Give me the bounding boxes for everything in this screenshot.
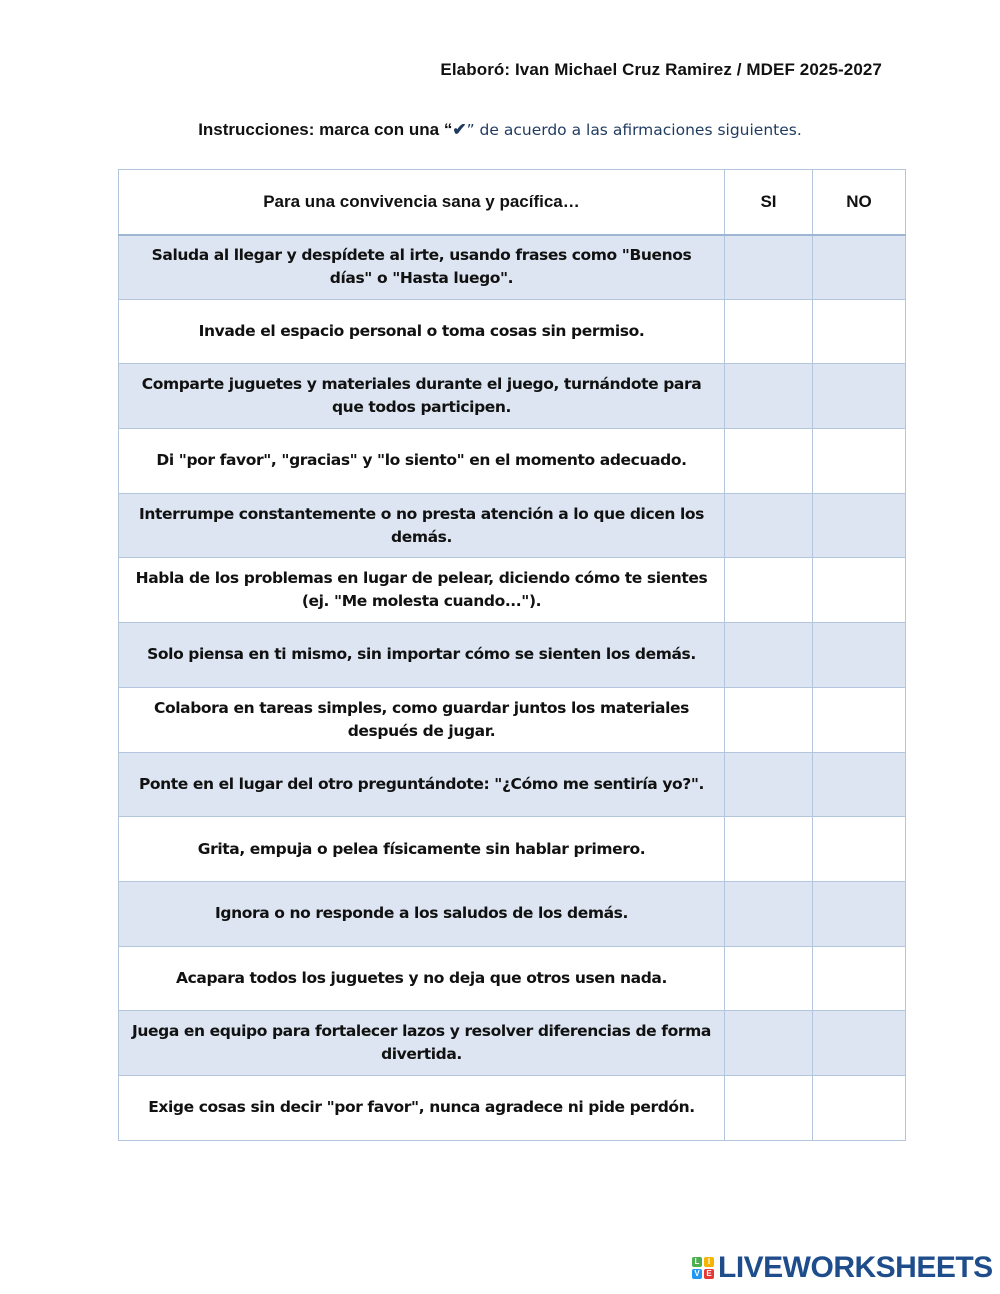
- statement-cell: Comparte juguetes y materiales durante el juego, turnándote para que todos participen.: [119, 364, 725, 429]
- statement-cell: Ignora o no responde a los saludos de los demás.: [119, 881, 725, 946]
- yes-checkbox-cell[interactable]: [725, 1075, 813, 1140]
- author-credit: Elaboró: Ivan Michael Cruz Ramirez / MDEF 2025-2027: [440, 60, 882, 79]
- table-row: [119, 1075, 906, 1140]
- liveworksheets-logo: [692, 1253, 993, 1283]
- no-checkbox-cell[interactable]: [813, 1011, 906, 1076]
- instructions-rest: ” de acuerdo a las afirmaciones siguientes.: [466, 121, 802, 139]
- no-checkbox-cell[interactable]: [813, 946, 906, 1011]
- column-header-statement: Para una convivencia sana y pacífica…: [119, 170, 725, 235]
- statement-cell: Habla de los problemas en lugar de pelear, diciendo cómo te sientes (ej. "Me molesta cuando...").: [119, 558, 725, 623]
- table-row: [119, 623, 906, 688]
- table-row: [119, 1011, 906, 1076]
- table-row: [119, 817, 906, 882]
- statement-cell: Grita, empuja o pelea físicamente sin hablar primero.: [119, 817, 725, 882]
- table-row: [119, 558, 906, 623]
- instructions: [0, 120, 1000, 140]
- statement-cell: Colabora en tareas simples, como guardar juntos los materiales después de jugar.: [119, 687, 725, 752]
- table-header-row: [119, 170, 906, 235]
- statement-cell: Invade el espacio personal o toma cosas sin permiso.: [119, 299, 725, 364]
- yes-checkbox-cell[interactable]: [725, 1011, 813, 1076]
- checklist-table: [118, 169, 906, 1141]
- yes-checkbox-cell[interactable]: [725, 299, 813, 364]
- no-checkbox-cell[interactable]: [813, 623, 906, 688]
- column-header-yes: SI: [725, 170, 813, 235]
- table-row: [119, 881, 906, 946]
- logo-block-i: I: [704, 1257, 714, 1267]
- table-row: [119, 493, 906, 558]
- yes-checkbox-cell[interactable]: [725, 623, 813, 688]
- logo-block-e: E: [704, 1269, 714, 1279]
- no-checkbox-cell[interactable]: [813, 429, 906, 494]
- statement-cell: Solo piensa en ti mismo, sin importar cómo se sienten los demás.: [119, 623, 725, 688]
- column-header-no: NO: [813, 170, 906, 235]
- no-checkbox-cell[interactable]: [813, 752, 906, 817]
- no-checkbox-cell[interactable]: [813, 493, 906, 558]
- yes-checkbox-cell[interactable]: [725, 429, 813, 494]
- no-checkbox-cell[interactable]: [813, 558, 906, 623]
- no-checkbox-cell[interactable]: [813, 299, 906, 364]
- no-checkbox-cell[interactable]: [813, 235, 906, 300]
- statement-cell: Interrumpe constantemente o no presta atención a lo que dicen los demás.: [119, 493, 725, 558]
- statement-cell: Acapara todos los juguetes y no deja que otros usen nada.: [119, 946, 725, 1011]
- statement-cell: Di "por favor", "gracias" y "lo siento" en el momento adecuado.: [119, 429, 725, 494]
- table-row: [119, 235, 906, 300]
- table-row: [119, 364, 906, 429]
- yes-checkbox-cell[interactable]: [725, 946, 813, 1011]
- yes-checkbox-cell[interactable]: [725, 881, 813, 946]
- table-row: [119, 429, 906, 494]
- no-checkbox-cell[interactable]: [813, 687, 906, 752]
- logo-block-v: V: [692, 1269, 702, 1279]
- table-row: [119, 752, 906, 817]
- statement-cell: Ponte en el lugar del otro preguntándote: "¿Cómo me sentiría yo?".: [119, 752, 725, 817]
- checkmark-icon: ✔: [452, 120, 467, 139]
- no-checkbox-cell[interactable]: [813, 817, 906, 882]
- table-row: [119, 946, 906, 1011]
- yes-checkbox-cell[interactable]: [725, 493, 813, 558]
- statement-cell: Saluda al llegar y despídete al irte, usando frases como "Buenos días" o "Hasta luego".: [119, 235, 725, 300]
- yes-checkbox-cell[interactable]: [725, 364, 813, 429]
- yes-checkbox-cell[interactable]: [725, 817, 813, 882]
- statement-cell: Juega en equipo para fortalecer lazos y resolver diferencias de forma divertida.: [119, 1011, 725, 1076]
- statement-cell: Exige cosas sin decir "por favor", nunca agradece ni pide perdón.: [119, 1075, 725, 1140]
- yes-checkbox-cell[interactable]: [725, 558, 813, 623]
- no-checkbox-cell[interactable]: [813, 881, 906, 946]
- table-row: [119, 687, 906, 752]
- logo-block-l: L: [692, 1257, 702, 1267]
- no-checkbox-cell[interactable]: [813, 364, 906, 429]
- yes-checkbox-cell[interactable]: [725, 687, 813, 752]
- yes-checkbox-cell[interactable]: [725, 235, 813, 300]
- no-checkbox-cell[interactable]: [813, 1075, 906, 1140]
- yes-checkbox-cell[interactable]: [725, 752, 813, 817]
- logo-text: LIVEWORKSHEETS: [718, 1251, 993, 1284]
- table-row: [119, 299, 906, 364]
- instructions-lead: Instrucciones: marca con una “: [198, 120, 453, 139]
- logo-blocks-icon: [692, 1257, 714, 1279]
